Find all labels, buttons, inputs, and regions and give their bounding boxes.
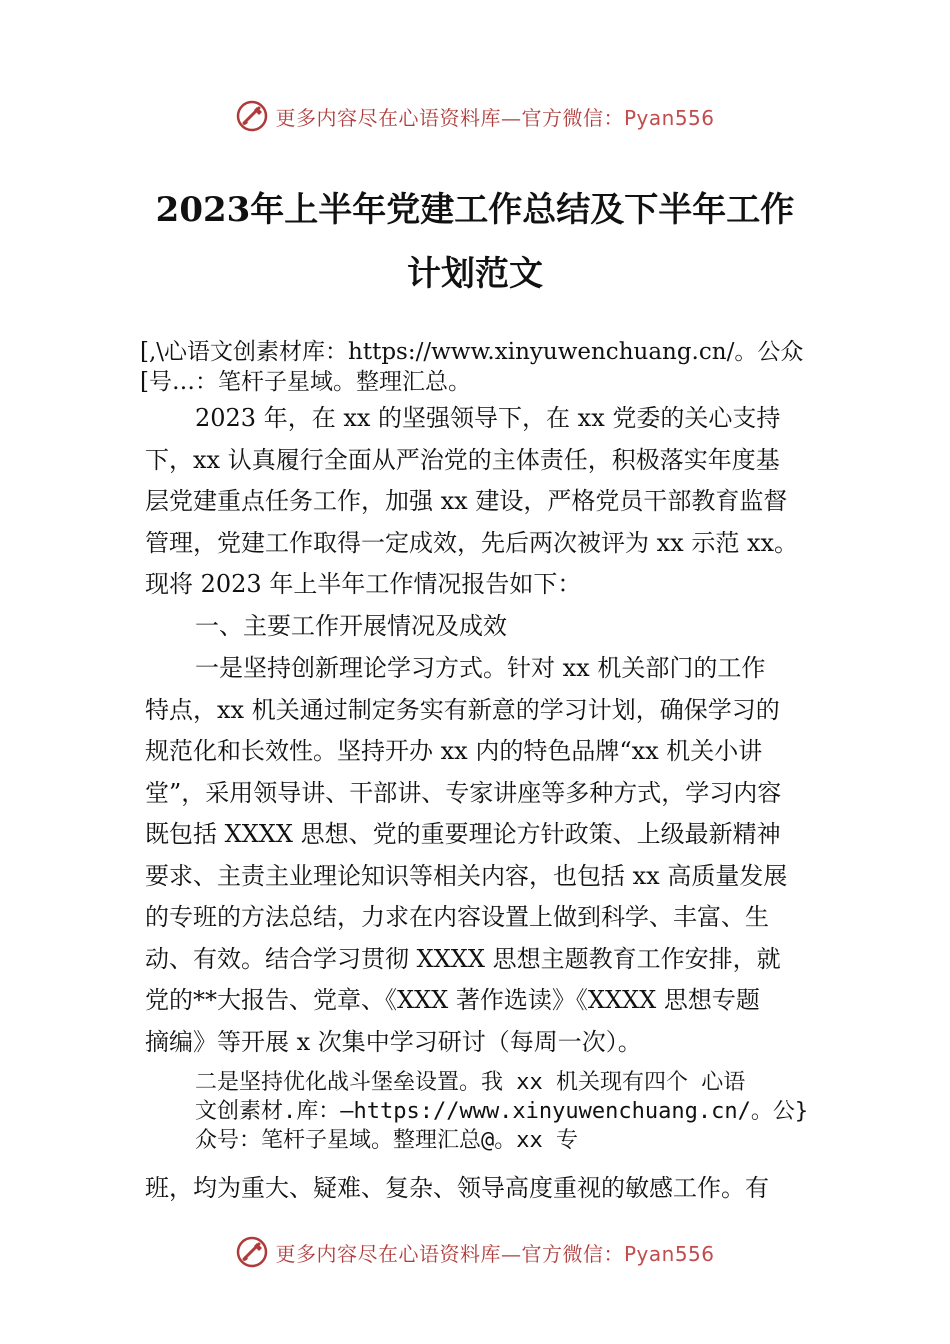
source-note-line-2: [号…：笔杆子星域。整理汇总。 [140, 369, 471, 395]
title-line-2: 计划范文 [407, 254, 543, 294]
paragraph-line: 的专班的方法总结，力求在内容设置上做到科学、丰富、生 [145, 903, 769, 931]
paragraph-line: 要求、主责主业理论知识等相关内容，也包括 xx 高质量发展 [145, 861, 788, 890]
paragraph-line: 一是坚持创新理论学习方式。针对 xx 机关部门的工作 [195, 654, 766, 682]
banner-slogan: 更多内容尽在心语资料库—官方微信： [275, 1241, 624, 1266]
brush-logo-icon [235, 1235, 269, 1269]
paragraph-line: 二是坚持优化战斗堡垒设置。我 xx 机关现有四个 心语 [195, 1070, 746, 1095]
paragraph-line: 下，xx 认真履行全面从严治党的主体责任，积极落实年度基 [145, 445, 780, 474]
paragraph-line: 文创素材.库：—https://www.xinyuwenchuang.cn/。公} [195, 1099, 809, 1124]
banner-text [275, 102, 714, 131]
brush-logo-icon [235, 99, 269, 133]
paragraph-line: 动、有效。结合学习贯彻 XXXX 思想主题教育工作安排，就 [145, 944, 781, 973]
paragraph-line: 2023 年，在 xx 的坚强领导下，在 xx 党委的关心支持 [195, 404, 781, 432]
banner-text [275, 1238, 714, 1267]
banner-wechat-id: Pyan556 [623, 1241, 715, 1266]
paragraph-organization [195, 1068, 808, 1155]
paragraph-line: 规范化和长效性。坚持开办 xx 内的特色品牌“xx 机关小讲 [145, 737, 763, 765]
paragraph-line: 班，均为重大、疑难、复杂、领导高度重视的敏感工作。有 [145, 1174, 769, 1202]
paragraph-line: 管理，党建工作取得一定成效，先后两次被评为 xx 示范 xx。 [145, 528, 799, 557]
banner-slogan: 更多内容尽在心语资料库—官方微信： [275, 105, 624, 130]
header-watermark-banner [0, 96, 950, 136]
paragraph-line: 摘编》等开展 x 次集中学习研讨（每周一次）。 [145, 1027, 642, 1056]
paragraph-line: 堂”，采用领导讲、干部讲、专家讲座等多种方式，学习内容 [145, 778, 782, 807]
title-line-1: 2023年上半年党建工作总结及下半年工作 [155, 190, 795, 230]
paragraph-line: 层党建重点任务工作，加强 xx 建设，严格党员干部教育监督 [145, 487, 788, 515]
section-heading: 一、主要工作开展情况及成效 [195, 612, 507, 640]
banner-wechat-id: Pyan556 [623, 105, 715, 130]
paragraph-line: 党的**大报告、党章、《XXX 著作选读》《XXXX 思想专题 [145, 986, 760, 1014]
paragraph-study [145, 648, 787, 1063]
paragraph-line: 既包括 XXXX 思想、党的重要理论方针政策、上级最新精神 [145, 820, 781, 848]
paragraph-line: 众号：笔杆子星域。整理汇总@。xx 专 [195, 1128, 578, 1153]
footer-watermark-banner [0, 1232, 950, 1272]
source-note [140, 337, 803, 397]
paragraph-intro [145, 398, 798, 606]
source-note-line-1: [,\心语文创素材库：https://www.xinyuwenchuang.cn/。公众 [140, 339, 804, 365]
paragraph-line: 现将 2023 年上半年工作情况报告如下： [145, 570, 582, 598]
document-title [0, 178, 950, 306]
paragraph-line: 特点，xx 机关通过制定务实有新意的学习计划，确保学习的 [145, 695, 780, 724]
